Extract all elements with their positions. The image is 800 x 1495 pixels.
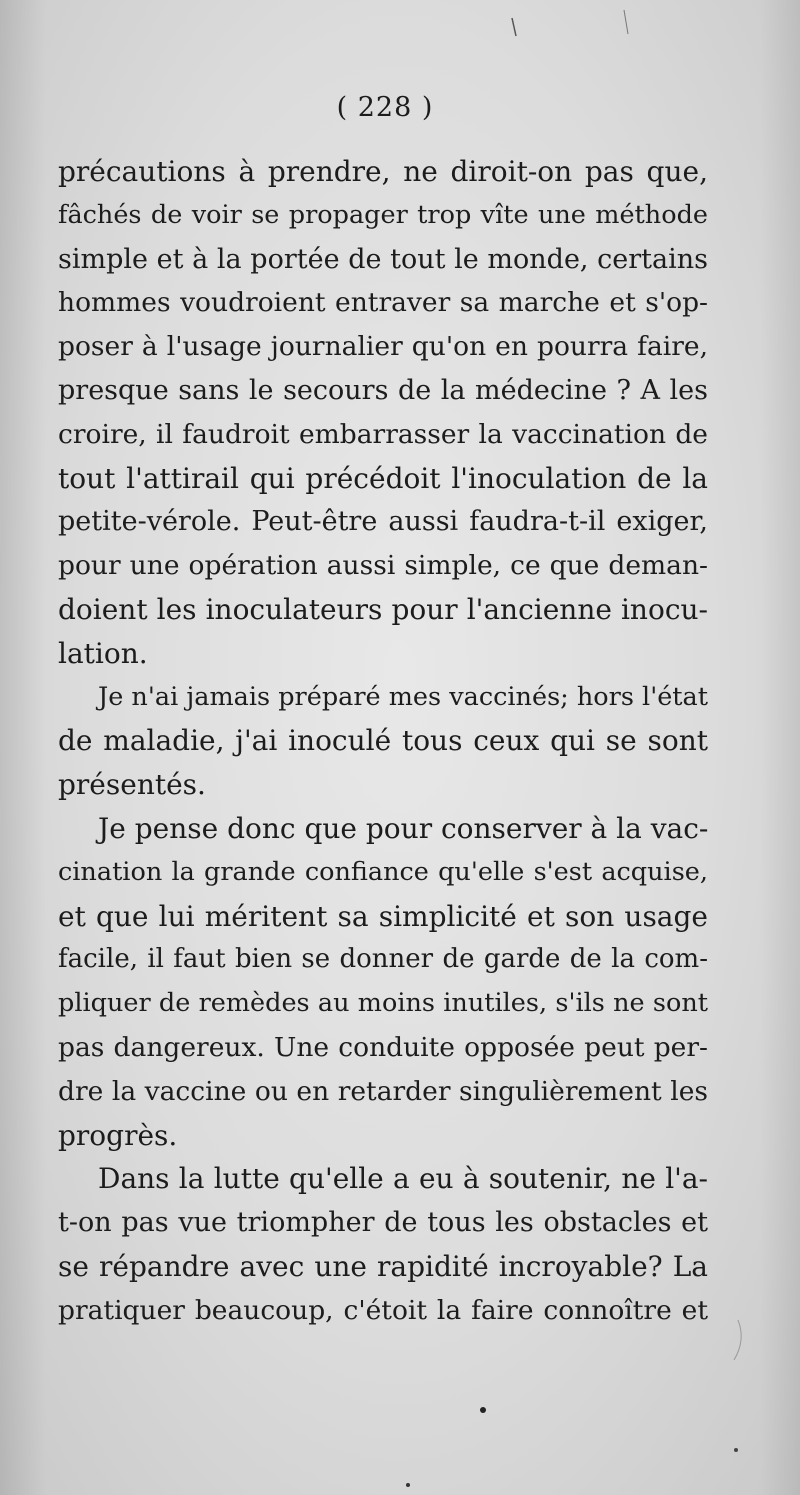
body-text: [58, 150, 708, 1333]
text-line: lation.: [58, 636, 148, 670]
text-line: présentés.: [58, 768, 206, 802]
text-line: petite-vérole. Peut-être aussi faudra-t-il exiger,: [58, 506, 708, 538]
text-line: tout l'attirail qui précédoit l'inoculation de la: [58, 461, 708, 495]
text-line: presque sans le secours de la médecine ? A les: [58, 374, 708, 406]
page-number: ( 228 ): [336, 92, 434, 123]
text-line: pour une opération aussi simple, ce que deman-: [58, 550, 708, 582]
text-line: fâchés de voir se propager trop vîte une méthode: [58, 199, 708, 230]
text-line: poser à l'usage journalier qu'on en pourra faire,: [58, 331, 708, 363]
text-line: se répandre avec une rapidité incroyable? La: [58, 1249, 708, 1283]
text-line: pas dangereux. Une conduite opposée peut per-: [58, 1031, 708, 1063]
text-line: facile, il faut bien se donner de garde de la com-: [58, 944, 708, 975]
text-line: pratiquer beaucoup, c'étoit la faire connoître et: [58, 1294, 708, 1326]
text-line: hommes voudroient entraver sa marche et s'op-: [58, 287, 708, 319]
text-line: et que lui méritent sa simplicité et son usage: [58, 899, 708, 933]
page-edge-shadow: [760, 0, 800, 1495]
text-line: précautions à prendre, ne diroit-on pas que,: [58, 155, 708, 188]
text-line: simple et à la portée de tout le monde, certains: [58, 243, 708, 275]
text-line: Dans la lutte qu'elle a eu à soutenir, ne l'a-: [98, 1162, 708, 1196]
text-line: progrès.: [58, 1118, 178, 1152]
text-line: dre la vaccine ou en retarder singulièrement les: [58, 1075, 708, 1107]
text-line: Je pense donc que pour conserver à la vac-: [98, 811, 709, 845]
text-line: pliquer de remèdes au moins inutiles, s'ils ne sont: [58, 988, 708, 1019]
text-line: t-on pas vue triompher de tous les obstacles et: [58, 1207, 708, 1239]
text-line: de maladie, j'ai inoculé tous ceux qui se sont: [58, 724, 708, 758]
spine-shadow: [0, 0, 46, 1495]
text-line: cination la grande confiance qu'elle s'est acquise,: [58, 856, 708, 887]
text-line: doient les inoculateurs pour l'ancienne inocu-: [58, 592, 708, 626]
text-line: Je n'ai jamais préparé mes vaccinés; hors l'état: [98, 681, 708, 712]
text-line: croire, il faudroit embarrasser la vaccination de: [58, 418, 708, 450]
